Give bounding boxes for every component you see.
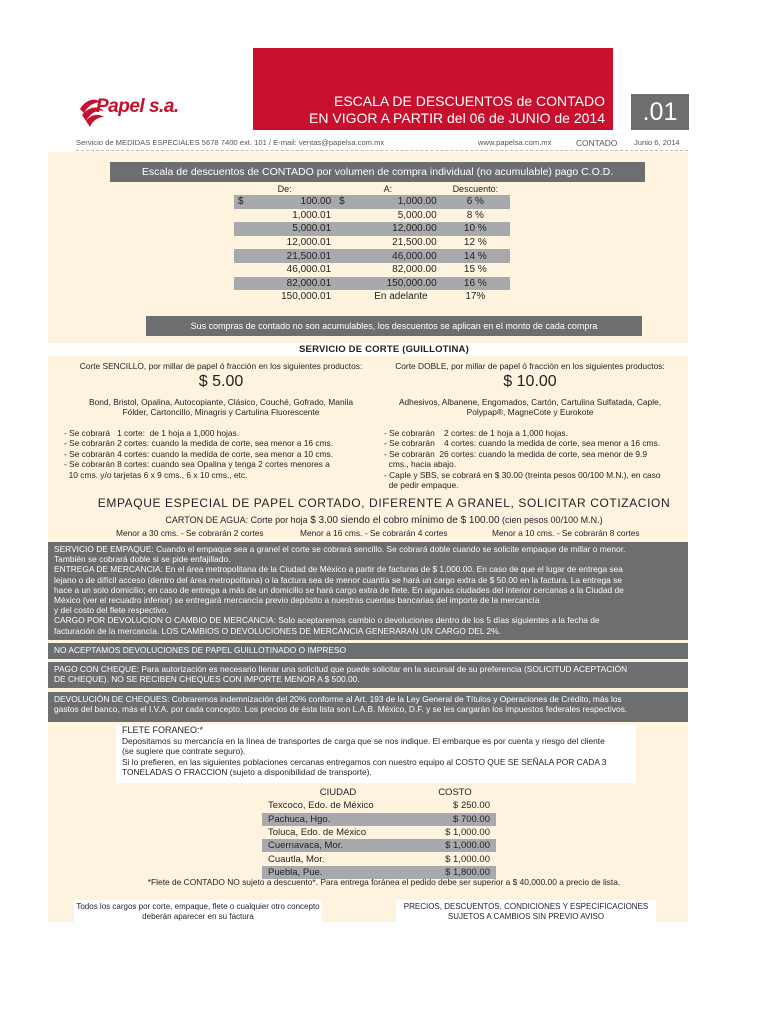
website-link[interactable]: www.papelsa.com.mx (478, 138, 552, 147)
title-banner (253, 48, 613, 130)
discount-cell-disc: 12 % (463, 237, 487, 249)
title-line-1: ESCALA DE DESCUENTOS de CONTADO (334, 93, 605, 109)
discount-cell-from: 46,000.01 (286, 264, 332, 276)
double-rules (384, 428, 684, 490)
service-conditions-band (48, 542, 688, 640)
band1-line: lejano o de difícil acceso (dentro del área metropolitana) o la factura sea de menor cuantía se hará un cargo extra de $ 50.00 en la factura. La entrega se (54, 574, 622, 585)
flete-lines-line: TONELADAS O FRACCION (sujeto a disponibilidad de transporte). (122, 767, 372, 778)
discount-row (234, 263, 510, 277)
list-date: Junio 6, 2014 (634, 138, 680, 147)
col-cost-header: COSTO (438, 787, 472, 799)
double-rules-line: - Se cobrarán 26 cortes: cuando la medida de corte, sea menor de 9.9 (384, 448, 648, 459)
discount-cell-from: 1,000.01 (292, 209, 332, 221)
cheque-payment-band (48, 662, 688, 688)
discount-cell-to-sym (335, 222, 361, 236)
footer-left-note: Todos los cargos por corte, empaque, flete o cualquier otro concepto deberán aparecer en su factura (74, 900, 322, 926)
double-rules-line: cms., hacia abajo. (384, 459, 457, 470)
carton-min: siendo el cobro mínimo de $ 100.00 (340, 515, 500, 526)
footer-right-line-1: PRECIOS, DESCUENTOS, CONDICIONES Y ESPECIFICACIONES (403, 902, 649, 911)
simple-rules (64, 428, 384, 480)
discount-cell-from-sym (234, 209, 260, 223)
double-rules-line: de pedir empaque. (384, 480, 459, 491)
double-intro: Corte DOBLE, por millar de papel ó fracción en los siguientes productos: (395, 361, 665, 371)
simple-rules-line: - Se cobrarán 4 cortes: cuando la medida de corte, sea menor a 10 cms. (64, 448, 334, 459)
flete-cost: $ 1,000.00 (414, 839, 496, 852)
band1-line: hace a un solo domicilio; en caso de entrega a más de un domicilio se hará cargo extra de flete. En algunas ciudades del interior cercanas a la Ciudad de (54, 584, 624, 595)
discount-cell-to: 5,000.00 (397, 209, 437, 221)
flete-cost: $ 250.00 (453, 800, 490, 812)
discount-cell-disc: 16 % (441, 277, 510, 291)
flete-row (262, 852, 496, 865)
discount-cell-from-sym (234, 236, 260, 250)
packing-title: EMPAQUE ESPECIAL DE PAPEL CORTADO, DIFERENTE A GRANEL, SOLICITAR COTIZACION (97, 496, 671, 510)
band1-line: SERVICIO DE EMPAQUE: Cuando el empaque sea a granel el corte se cobrará sencillo. Se cobrará doble cuando se solicite empaque de millar o menor. (54, 544, 626, 554)
discount-cell-to: 1,000.00 (361, 195, 440, 209)
page-number-badge: .01 (631, 94, 689, 130)
discount-row (234, 195, 510, 209)
packing-rule-1: Menor a 30 cms. - Se cobrarán 2 cortes (116, 528, 264, 538)
discount-note-bar: Sus compras de contado no son acumulables, los descuentos se aplican en el monto de cada compra (146, 316, 642, 336)
discount-cell-disc: 17% (465, 291, 486, 303)
band1-line: También se cobrará doble si se pide enfajillado. (54, 554, 231, 565)
flete-text (122, 736, 642, 778)
logo-text: Papel s.a. (96, 96, 179, 117)
discount-row (234, 277, 510, 291)
discount-cell-to-sym (335, 236, 361, 250)
carton-text: Corte por hoja (250, 515, 308, 525)
flete-lines-line: Depositamos su mercancía en la línea de transportes de carga que se nos indique. El embarque es por cuenta y riesgo del cliente (122, 736, 605, 746)
flete-city: Cuautla, Mor. (268, 853, 325, 865)
discount-title-bar: Escala de descuentos de CONTADO por volumen de compra individual (no acumulable) pago C.O.D. (110, 162, 645, 182)
discount-cell-from-sym (234, 290, 260, 304)
carton-line (0, 515, 768, 526)
discount-cell-to-sym (335, 249, 361, 263)
flete-lines-line: (se sugiere que contrate seguro). (122, 746, 246, 757)
band3-line: PAGO CON CHEQUE: Para autorización es necesario llenar una solicitud que puede solicitar en la sucursal de su preferencia (SOLICITUD ACEPTACIÓN (54, 664, 628, 674)
band1-line: ENTREGA DE MERCANCIA: En el área metropolitana de la Ciudad de México a partir de facturas de $ 1,000.00. En caso de que el lugar de entrega sea (54, 564, 623, 575)
band1-line: facturación de la mercancía. LOS CAMBIOS O DEVOLUCIONES DE MERCANCIA GENERARAN UN CARGO DEL 2%. (54, 625, 501, 636)
discount-cell-to: 12,000.00 (361, 222, 440, 236)
carton-note: (cien pesos 00/100 M.N.) (502, 515, 603, 525)
simple-intro: Corte SENCILLO, por millar de papel ó fracción en los siguientes productos: (79, 361, 363, 371)
simple-rules-line: - Se cobrarán 2 cortes: cuando la medida de corte, sea menor a 16 cms. (64, 438, 334, 449)
flete-city: Pachuca, Hgo. (262, 813, 414, 826)
footer-right-note (396, 900, 656, 926)
discount-cell-from: 5,000.01 (260, 222, 335, 236)
discount-row (234, 290, 510, 304)
discount-cell-to-sym: $ (335, 195, 361, 209)
discount-cell-to-sym (335, 277, 361, 291)
flete-city: Texcoco, Edo. de México (268, 800, 374, 812)
discount-cell-from-sym (234, 263, 260, 277)
discount-cell-from: 12,000.01 (286, 237, 332, 249)
flete-note: *Flete de CONTADO NO sujeto a descuento*. Para entrega foránea el pedido debe ser superior a $ 40,000.00 a precio de lista. (147, 877, 621, 887)
carton-price: $ 3.00 (310, 515, 338, 526)
discount-cell-to: En adelante (374, 291, 428, 303)
flete-city: Toluca, Edo. de México (268, 827, 367, 839)
flete-title: FLETE FORANEO:* (122, 725, 204, 735)
double-rules-line: - Caple y SBS, se cobrará en $ 30.00 (treinta pesos 00/100 M.N.), en caso (384, 469, 661, 480)
band1-line: México (ver el recuadro inferior) se entregará mercancía previo depósito a nuestras cuentas bancarias del importe de la mercancía (54, 595, 540, 606)
simple-products: Bond, Bristol, Opalina, Autocopiante, Clásico, Couché, Gofrado, Manila Fólder, Cartoncillo, Minagris y Cartulina Fluorescente (89, 397, 353, 418)
title-line-2: EN VIGOR A PARTIR del 06 de JUNIO de 2014 (309, 110, 605, 126)
flete-cost: $ 1,000.00 (445, 827, 490, 839)
discount-cell-disc: 14 % (441, 249, 510, 263)
band4-line: gastos del banco, más el I.V.A. por cada concepto. Los precios de ésta lista son L.A.B. México, D.F. y se les cargarán los impuestos federales respectivos. (54, 704, 628, 715)
cutting-title: SERVICIO DE CORTE (GUILLOTINA) (299, 344, 469, 355)
flete-row (262, 813, 496, 826)
discount-cell-to: 150,000.00 (361, 277, 440, 291)
discount-cell-from: 21,500.01 (260, 249, 335, 263)
flete-cost: $ 700.00 (414, 813, 496, 826)
discount-cell-from-sym (234, 249, 260, 263)
discount-cell-from: 82,000.01 (260, 277, 335, 291)
simple-rules-line: - Se cobrarán 8 cortes: cuando sea Opalina y tenga 2 cortes menores a (64, 459, 330, 470)
band1-line: y del costo del flete respectivo. (54, 605, 169, 616)
flete-table (262, 786, 496, 879)
discount-cell-from-sym (234, 277, 260, 291)
packing-rule-3: Menor a 10 cms. - Se cobrarán 8 cortes (492, 528, 640, 538)
discount-cell-to-sym (335, 209, 361, 223)
flete-lines-line: Si lo prefieren, en las siguientes poblaciones cercanas entregamos con nuestro equipo al COSTO QUE SE SEÑALA POR CADA 3 (122, 756, 607, 767)
discount-cell-from-sym (234, 222, 260, 236)
discount-cell-to: 46,000.00 (361, 249, 440, 263)
discount-cell-disc: 10 % (441, 222, 510, 236)
flete-cost: $ 1,800.00 (414, 866, 496, 879)
discount-cell-disc: 8 % (466, 209, 484, 221)
col-from-header: De: (277, 184, 292, 194)
discount-cell-disc: 6 % (441, 195, 510, 209)
double-products: Adhesivos, Albanene, Engomados, Cartón, Cartulina Sulfatada, Caple, Polypap®, MagneCote y Eurokote (398, 397, 662, 418)
discount-cell-from: 150,000.01 (281, 291, 332, 303)
packing-rule-2: Menor a 16 cms. - Se cobrarán 4 cortes (300, 528, 448, 538)
no-returns-band: NO ACEPTAMOS DEVOLUCIONES DE PAPEL GUILLOTINADO O IMPRESO (48, 643, 688, 659)
simple-rules-line: 10 cms. y/o tarjetas 6 x 9 cms., 6 x 10 cms., etc. (64, 469, 248, 480)
band3-line: DE CHEQUE). NO SE RECIBEN CHEQUES CON IMPORTE MENOR A $ 500.00. (54, 674, 360, 685)
discount-row (234, 222, 510, 236)
discount-cell-from: 100.00 (260, 195, 335, 209)
flete-city: Puebla, Pue. (262, 866, 414, 879)
carton-label: CARTON DE AGUA: (165, 515, 249, 525)
discount-row (234, 236, 510, 250)
col-city-header: CIUDAD (319, 787, 357, 799)
discount-cell-to: 82,000.00 (392, 264, 437, 276)
discount-cell-from-sym: $ (234, 195, 260, 209)
band1-line: CARGO POR DEVOLUCION O CAMBIO DE MERCANCIA: Solo aceptaremos cambio o devoluciones dentro de los 5 días siguientes a la fecha de (54, 615, 600, 626)
col-discount-header: Descuento: (452, 184, 499, 194)
discount-row (234, 209, 510, 223)
flete-row (262, 799, 496, 812)
info-line (76, 136, 688, 151)
simple-price: $ 5.00 (198, 373, 244, 390)
cheque-return-band (48, 692, 688, 722)
flete-row (262, 826, 496, 839)
discount-cell-to: 21,500.00 (392, 237, 437, 249)
flete-row (262, 839, 496, 852)
discount-table (234, 183, 510, 304)
double-rules-line: - Se cobrarán 4 cortes: cuando la medida de corte, sea menor a 16 cms. (384, 438, 661, 449)
double-rules-line: - Se cobrarán 2 cortes: de 1 hoja a 1,000 hojas. (384, 428, 568, 438)
footer-right-line-2: SUJETOS A CAMBIOS SIN PREVIO AVISO (447, 911, 605, 921)
flete-city: Cuernavaca, Mor. (262, 839, 414, 852)
band4-line: DEVOLUCIÓN DE CHEQUES: Cobraremos indemnización del 20% conforme al Art. 193 de la Ley General de Títulos y Operaciones de Crédito, más los (54, 694, 622, 704)
discount-cell-to-sym (335, 290, 361, 304)
col-to-header: A: (383, 184, 393, 194)
discount-row (234, 249, 510, 263)
discount-cell-disc: 15 % (463, 264, 487, 276)
simple-rules-line: - Se cobrará 1 corte: de 1 hoja a 1,000 hojas. (64, 428, 240, 438)
discount-cell-to-sym (335, 263, 361, 277)
double-price: $ 10.00 (503, 373, 557, 390)
list-type: CONTADO (576, 138, 618, 148)
flete-cost: $ 1,000.00 (445, 853, 490, 865)
contact-text: Servicio de MEDIDAS ESPECIALES 5678 7400 ext. 101 / E-mail: ventas@papelsa.com.mx (76, 138, 385, 147)
